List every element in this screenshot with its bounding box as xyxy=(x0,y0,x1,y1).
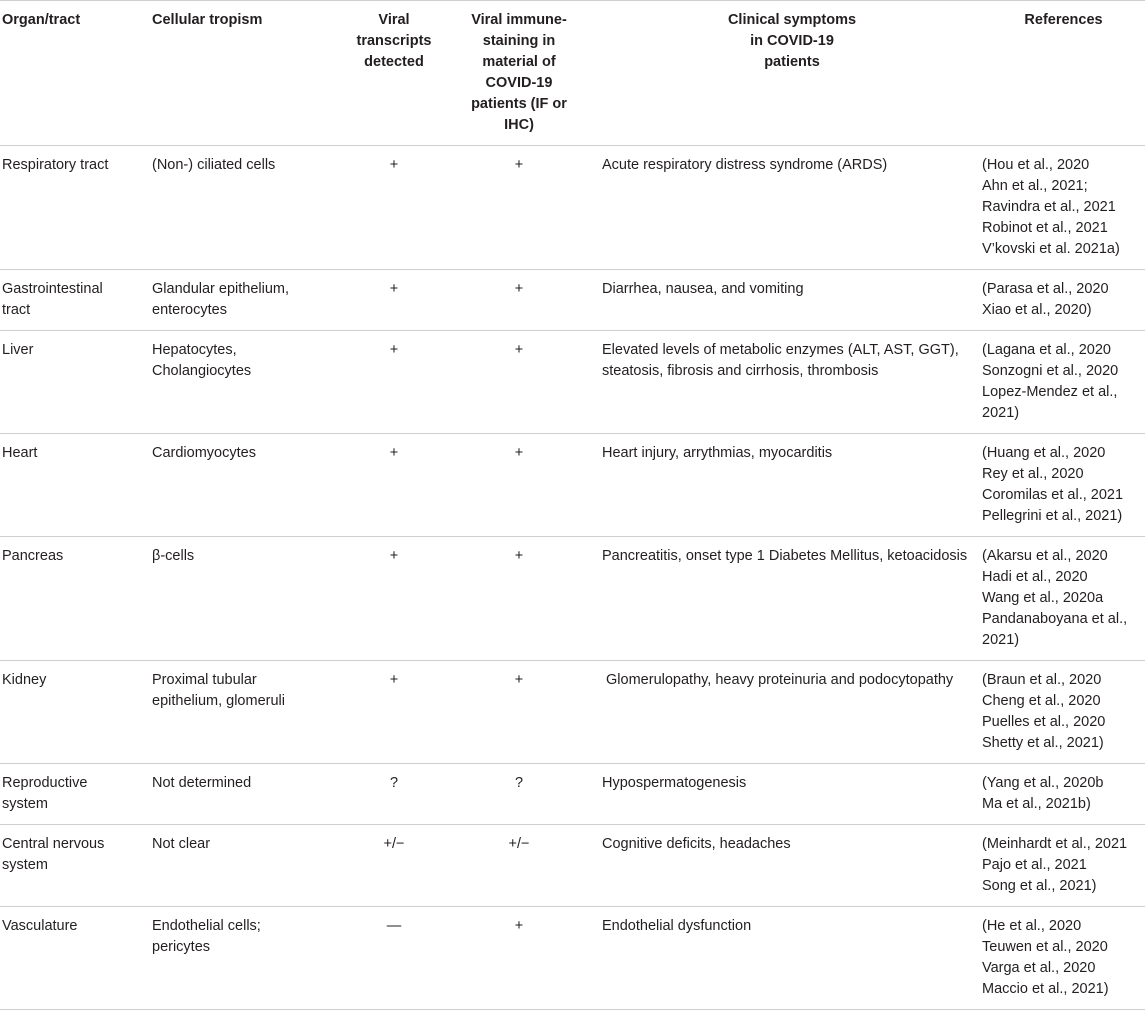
table-row xyxy=(0,661,1145,764)
symptoms-cell: Glomerulopathy, heavy proteinuria and podocytopathy xyxy=(602,672,954,688)
reference-line: Ma et al., 2021b) xyxy=(982,796,1091,812)
staining-cell: + xyxy=(514,548,524,564)
symptoms-cell: Pancreatitis, onset type 1 Diabetes Mellitus, ketoacidosis xyxy=(602,548,968,564)
transcripts-cell: + xyxy=(389,672,399,688)
header-transcripts: Viral transcripts detected xyxy=(356,12,432,70)
transcripts-cell: + xyxy=(389,342,399,358)
symptoms-cell: Hypospermatogenesis xyxy=(602,775,747,791)
references-cell xyxy=(982,537,1145,661)
staining-cell: + xyxy=(514,157,524,173)
reference-line: Xiao et al., 2020) xyxy=(982,302,1092,318)
transcripts-cell: ? xyxy=(389,775,399,791)
symptoms-cell: Elevated levels of metabolic enzymes (ALT, AST, GGT), steatosis, fibrosis and cirrhosis, thrombosis xyxy=(602,342,963,379)
table-row xyxy=(0,434,1145,537)
table-row xyxy=(0,907,1145,1010)
organ-cell: Pancreas xyxy=(2,548,64,564)
transcripts-cell: + xyxy=(389,281,399,297)
organ-cell: Liver xyxy=(2,342,34,358)
tropism-cell: Not determined xyxy=(152,775,252,791)
staining-cell: + xyxy=(514,342,524,358)
reference-line: Pellegrini et al., 2021) xyxy=(982,508,1123,524)
table-row xyxy=(0,270,1145,331)
symptoms-cell: Diarrhea, nausea, and vomiting xyxy=(602,281,804,297)
reference-line: Hadi et al., 2020 xyxy=(982,569,1088,585)
tropism-cell: Proximal tubular epithelium, glomeruli xyxy=(152,672,285,709)
reference-line: Cheng et al., 2020 xyxy=(982,693,1101,709)
organ-cell: Kidney xyxy=(2,672,47,688)
references-cell xyxy=(982,434,1145,537)
organ-cell: Vasculature xyxy=(2,918,78,934)
tropism-cell: β-cells xyxy=(152,548,195,564)
reference-line: Varga et al., 2020 xyxy=(982,960,1096,976)
reference-line: Maccio et al., 2021) xyxy=(982,981,1109,997)
reference-line: (Hou et al., 2020 xyxy=(982,157,1090,173)
table-row xyxy=(0,331,1145,434)
organ-cell: Respiratory tract xyxy=(2,157,109,173)
staining-cell: ? xyxy=(514,775,524,791)
transcripts-cell: + xyxy=(389,445,399,461)
reference-line: Song et al., 2021) xyxy=(982,878,1097,894)
reference-line: (He et al., 2020 xyxy=(982,918,1082,934)
reference-line: Pajo et al., 2021 xyxy=(982,857,1087,873)
tropism-cell: Not clear xyxy=(152,836,211,852)
references-cell xyxy=(982,270,1145,331)
reference-line: Puelles et al., 2020 xyxy=(982,714,1106,730)
tropism-cell: Cardiomyocytes xyxy=(152,445,256,461)
reference-line: V’kovski et al. 2021a) xyxy=(982,241,1120,257)
tropism-cell: Glandular epithelium, enterocytes xyxy=(152,281,290,318)
reference-line: 2021) xyxy=(982,632,1020,648)
symptoms-cell: Cognitive deficits, headaches xyxy=(602,836,791,852)
reference-line: (Akarsu et al., 2020 xyxy=(982,548,1108,564)
organ-cell: Central nervous system xyxy=(2,836,105,873)
tropism-cell: Hepatocytes, Cholangiocytes xyxy=(152,342,252,379)
reference-line: Sonzogni et al., 2020 xyxy=(982,363,1119,379)
symptoms-cell: Acute respiratory distress syndrome (ARDS) xyxy=(602,157,888,173)
table-row xyxy=(0,764,1145,825)
symptoms-cell: Endothelial dysfunction xyxy=(602,918,752,934)
table-body xyxy=(0,146,1145,1010)
transcripts-cell: — xyxy=(386,918,402,934)
references-cell xyxy=(982,331,1145,434)
transcripts-cell: + xyxy=(389,548,399,564)
reference-line: (Braun et al., 2020 xyxy=(982,672,1102,688)
table-row xyxy=(0,146,1145,270)
header-symptoms: Clinical symptoms in COVID-19 patients xyxy=(727,12,857,70)
table-row xyxy=(0,825,1145,907)
reference-line: 2021) xyxy=(982,405,1020,421)
reference-line: Shetty et al., 2021) xyxy=(982,735,1104,751)
header-references: References xyxy=(1024,12,1103,28)
staining-cell: + xyxy=(514,672,524,688)
reference-line: Ravindra et al., 2021 xyxy=(982,199,1116,215)
reference-line: Wang et al., 2020a xyxy=(982,590,1104,606)
reference-line: (Lagana et al., 2020 xyxy=(982,342,1111,358)
tropism-cell: (Non-) ciliated cells xyxy=(152,157,276,173)
transcripts-cell: +/− xyxy=(383,836,405,852)
reference-line: Ahn et al., 2021; xyxy=(982,178,1088,194)
reference-line: Coromilas et al., 2021 xyxy=(982,487,1124,503)
transcripts-cell: + xyxy=(389,157,399,173)
table-row xyxy=(0,537,1145,661)
reference-line: (Meinhardt et al., 2021 xyxy=(982,836,1128,852)
reference-line: Robinot et al., 2021 xyxy=(982,220,1108,236)
header-tropism: Cellular tropism xyxy=(152,12,263,28)
reference-line: (Yang et al., 2020b xyxy=(982,775,1104,791)
reference-line: Teuwen et al., 2020 xyxy=(982,939,1108,955)
header-organ: Organ/tract xyxy=(2,12,81,28)
references-cell xyxy=(982,907,1145,1010)
header-staining: Viral immune-staining in material of COVID-19 patients (IF or IHC) xyxy=(471,12,567,133)
reference-line: (Huang et al., 2020 xyxy=(982,445,1106,461)
staining-cell: +/− xyxy=(508,836,530,852)
reference-line: Pandanaboyana et al., xyxy=(982,611,1128,627)
references-cell xyxy=(982,661,1145,764)
staining-cell: + xyxy=(514,918,524,934)
organ-cell: Gastrointestinal tract xyxy=(2,281,103,318)
staining-cell: + xyxy=(514,281,524,297)
table-header-row xyxy=(0,1,1145,146)
references-cell xyxy=(982,764,1145,825)
organ-cell: Heart xyxy=(2,445,38,461)
references-cell xyxy=(982,825,1145,907)
reference-line: (Parasa et al., 2020 xyxy=(982,281,1109,297)
references-cell xyxy=(982,146,1145,270)
staining-cell: + xyxy=(514,445,524,461)
symptoms-cell: Heart injury, arrythmias, myocarditis xyxy=(602,445,833,461)
organ-cell: Reproductive system xyxy=(2,775,88,812)
reference-line: Lopez-Mendez et al., xyxy=(982,384,1118,400)
reference-line: Rey et al., 2020 xyxy=(982,466,1084,482)
tropism-cell: Endothelial cells; pericytes xyxy=(152,918,261,955)
